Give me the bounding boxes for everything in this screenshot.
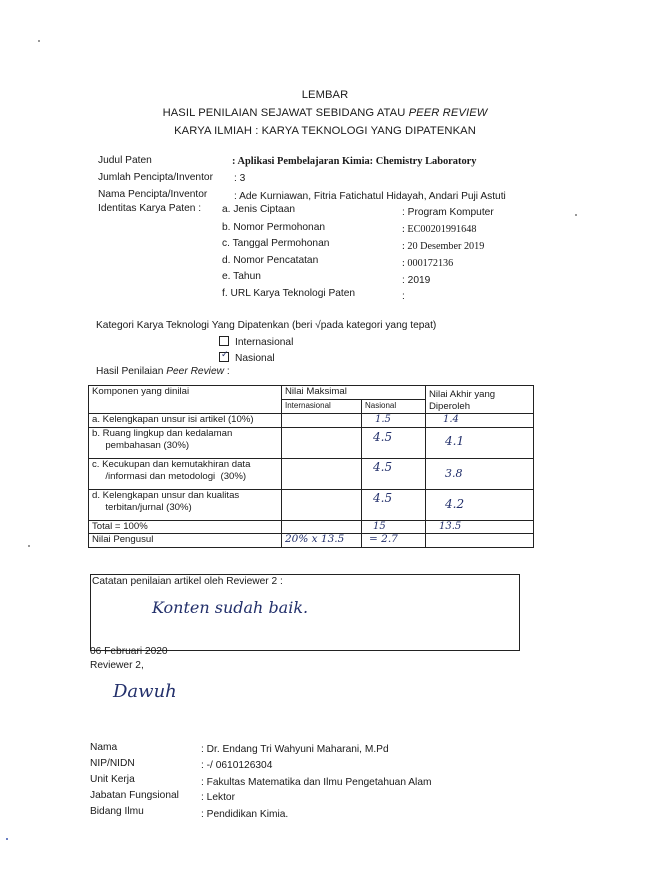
col-nasional-text: Nasional (365, 401, 397, 410)
internasional-cell (282, 414, 362, 428)
table-row (89, 428, 534, 459)
komponen-text: d. Kelengkapan unsur dan kualitas (92, 490, 240, 501)
total-label: Total = 100% (92, 521, 148, 532)
bidang-ilmu-value: : Pendidikan Kimia. (201, 809, 289, 820)
hasil-label (96, 366, 230, 377)
nomor-pencatatan-label: d. Nomor Pencatatan (222, 255, 319, 266)
doc-title: LEMBAR (301, 89, 349, 101)
total-internasional-cell (282, 521, 362, 534)
col-nilai-maks-text: Nilai Maksimal (285, 386, 347, 397)
col-akhir-header (426, 386, 534, 414)
hasil-label-colon: : (223, 366, 230, 377)
total-akhir-value: 13.5 (439, 521, 462, 532)
total-akhir-cell (426, 521, 534, 534)
catatan-label: Catatan penilaian artikel oleh Reviewer 2 : (92, 576, 283, 587)
nip-label: NIP/NIDN (90, 758, 135, 769)
akhir-cell (426, 428, 534, 459)
komponen-cell (89, 428, 282, 459)
identitas-label: Identitas Karya Paten : (98, 203, 202, 214)
total-nasional-value: 15 (373, 521, 386, 532)
internasional-cell (282, 490, 362, 521)
tanggal-permohonan-value: : 20 Desember 2019 (402, 241, 485, 252)
komponen-text: b. Ruang lingkup dan kedalaman (92, 428, 233, 439)
scan-speck (6, 838, 8, 840)
akhir-cell (426, 490, 534, 521)
pengusul-formula-cell (282, 534, 362, 548)
nama-label: Nama Pencipta/Inventor (98, 189, 208, 200)
nomor-permohonan-value: : EC00201991648 (402, 224, 477, 235)
unit-kerja-value: : Fakultas Matematika dan Ilmu Pengetahuan Alam (201, 777, 432, 788)
option-nasional-label: Nasional (235, 353, 275, 364)
komponen-cell (89, 459, 282, 490)
nasional-value: 4.5 (373, 491, 393, 505)
url-value: : (402, 291, 405, 302)
komponen-text-2: /informasi dan metodologi (30%) (92, 470, 247, 482)
hasil-label-italic: Peer Review (166, 366, 224, 377)
scan-speck (38, 40, 40, 42)
option-nasional (219, 349, 275, 364)
nasional-cell (362, 414, 426, 428)
review-table (88, 385, 534, 548)
komponen-text-2: terbitan/jurnal (30%) (92, 501, 192, 513)
nasional-value: 1.5 (375, 414, 391, 425)
akhir-cell (426, 459, 534, 490)
jenis-ciptaan-label: a. Jenis Ciptaan (222, 204, 296, 215)
reviewer-label: Reviewer 2, (90, 660, 144, 671)
nama-value: : Ade Kurniawan, Fitria Fatichatul Hidayah, Andari Puji Astuti (234, 191, 506, 202)
komponen-cell (89, 490, 282, 521)
pengusul-result-cell (362, 534, 426, 548)
bidang-ilmu-label: Bidang Ilmu (90, 806, 144, 817)
pengusul-result: = 2.7 (369, 533, 398, 545)
total-nasional-cell (362, 521, 426, 534)
nip-value: : -/ 0610126304 (201, 760, 273, 771)
jabatan-value: : Lektor (201, 792, 235, 803)
col-komponen-header (89, 386, 282, 414)
table-row (89, 490, 534, 521)
akhir-value: 3.8 (445, 467, 463, 480)
pengusul-row (89, 534, 534, 548)
reviewer-signature: Dawuh (113, 681, 177, 702)
jenis-ciptaan-value: : Program Komputer (402, 207, 494, 218)
col-nasional-header (362, 400, 426, 414)
tanggal-permohonan-label: c. Tanggal Permohonan (222, 238, 330, 249)
akhir-cell (426, 414, 534, 428)
tahun-value: : 2019 (402, 275, 431, 286)
internasional-cell (282, 428, 362, 459)
col-internasional-text: Internasional (285, 401, 331, 410)
jabatan-label: Jabatan Fungsional (90, 790, 179, 801)
tahun-label: e. Tahun (222, 271, 261, 282)
col-internasional-header (282, 400, 362, 414)
pengusul-formula: 20% x 13.5 (285, 533, 345, 545)
total-row (89, 521, 534, 534)
nomor-pencatatan-value: : 000172136 (402, 258, 454, 269)
doc-subtitle (0, 107, 650, 119)
jumlah-label: Jumlah Pencipta/Inventor (98, 172, 213, 183)
pengusul-akhir-cell (426, 534, 534, 548)
scan-speck (28, 545, 30, 547)
url-label: f. URL Karya Teknologi Paten (222, 288, 356, 299)
doc-subtitle-text: HASIL PENILAIAN SEJAWAT SEBIDANG ATAU (162, 107, 409, 119)
nasional-value: 4.5 (373, 460, 393, 474)
judul-label: Judul Paten (98, 155, 152, 166)
col-akhir-line2: Diperoleh (429, 400, 471, 412)
option-internasional (219, 336, 293, 348)
komponen-text: c. Kecukupan dan kemutakhiran data (92, 459, 251, 470)
signature-date: 06 Februari 2020 (90, 646, 168, 657)
scan-speck (575, 214, 577, 216)
nomor-permohonan-label: b. Nomor Permohonan (222, 222, 326, 233)
nama-reviewer-value: : Dr. Endang Tri Wahyuni Maharani, M.Pd (201, 744, 389, 755)
unit-kerja-label: Unit Kerja (90, 774, 135, 785)
col-nilai-maks-header (282, 386, 426, 400)
doc-subtitle-2: KARYA ILMIAH : KARYA TEKNOLOGI YANG DIPATENKAN (174, 125, 476, 137)
nasional-cell (362, 490, 426, 521)
col-komponen-text: Komponen yang dinilai (92, 386, 190, 397)
catatan-handwritten: Konten sudah baik. (152, 598, 309, 617)
table-row (89, 414, 534, 428)
option-internasional-label: Internasional (235, 337, 294, 348)
nasional-value: 4.5 (373, 430, 393, 444)
internasional-cell (282, 459, 362, 490)
total-label-cell (89, 521, 282, 534)
checkbox-internasional (219, 336, 229, 346)
judul-value: : Aplikasi Pembelajaran Kimia: Chemistry Laboratory (232, 156, 477, 167)
kategori-label: Kategori Karya Teknologi Yang Dipatenkan (beri √pada kategori yang tepat) (96, 320, 437, 331)
nasional-cell (362, 428, 426, 459)
hasil-label-text: Hasil Penilaian (96, 366, 167, 377)
komponen-text-2: pembahasan (30%) (92, 439, 190, 451)
nama-reviewer-label: Nama (90, 742, 118, 753)
komponen-cell (89, 414, 282, 428)
komponen-text: a. Kelengkapan unsur isi artikel (10%) (92, 414, 254, 425)
check-mark-icon: ✓ (221, 349, 229, 359)
doc-subtitle-italic: PEER REVIEW (408, 107, 488, 119)
akhir-value: 4.1 (445, 434, 465, 448)
col-akhir-line1: Nilai Akhir yang (429, 389, 496, 400)
pengusul-label-cell (89, 534, 282, 548)
checkbox-nasional (219, 349, 229, 362)
akhir-value: 1.4 (443, 414, 459, 425)
akhir-value: 4.2 (445, 497, 465, 511)
table-row (89, 459, 534, 490)
pengusul-label: Nilai Pengusul (92, 534, 154, 545)
nasional-cell (362, 459, 426, 490)
jumlah-value: : 3 (234, 173, 246, 184)
